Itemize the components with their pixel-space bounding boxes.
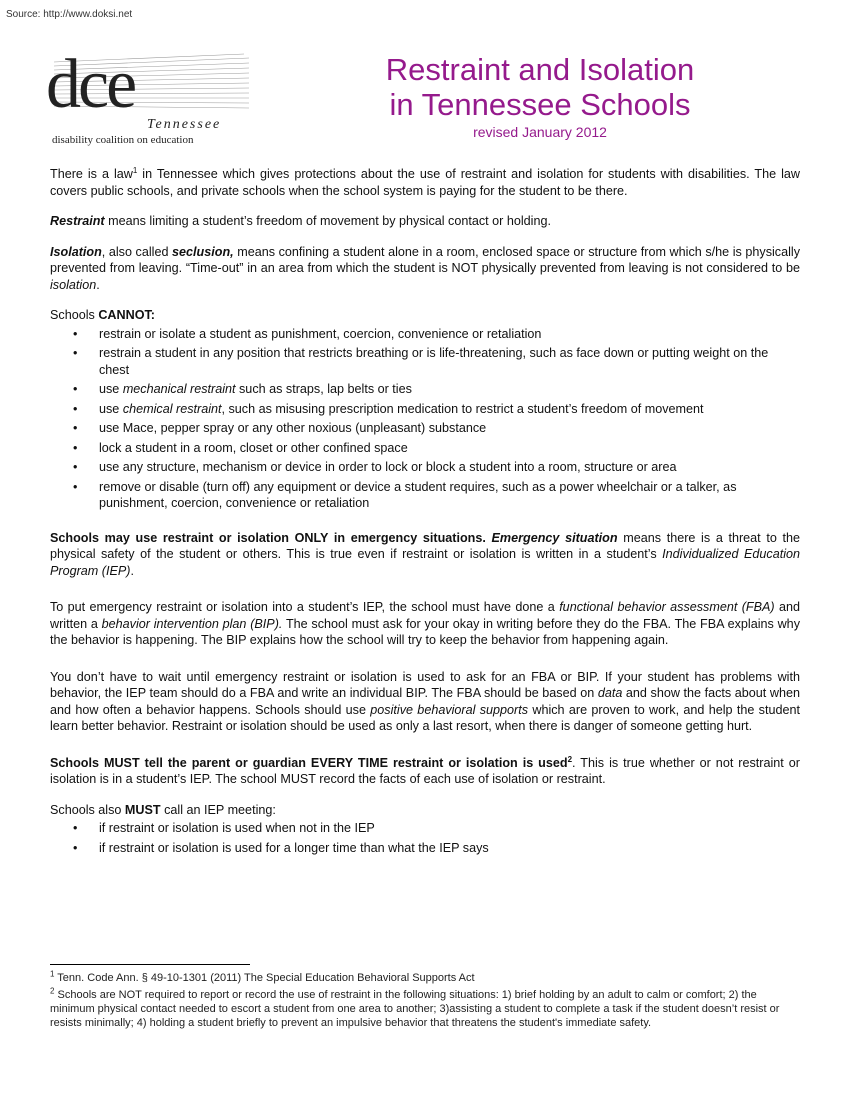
emergency-text: means there is a threat to the physical safety of the student or others. This is true even if restraint or isolation is written in a student’s: [50, 530, 801, 561]
list-item: • lock a student in a room, closet or other confined space: [99, 440, 800, 457]
emergency-paragraph: Schools may use restraint or isolation ONLY in emergency situations. Emergency situation means there is a threat to the physical safety of the student or others. This is true even if restraint or isolation is written in a student’s Individualized Education Program (IEP).: [50, 530, 801, 578]
title-line-1: Restraint and Isolation: [385, 52, 695, 87]
cannot-lead: Schools: [50, 308, 99, 322]
restraint-text: means limiting a student’s freedom of movement by physical contact or holding.: [104, 214, 551, 228]
meeting-heading: Schools also MUST call an IEP meeting:: [50, 802, 276, 817]
intro-text-cont: in Tennessee which gives protections about the use of restraint and isolation for students with disabilities. The law covers public schools, and private schools when the school system is paying for the student to be there.: [50, 167, 800, 198]
seclusion-term: seclusion,: [172, 244, 234, 259]
emergency-strong: Schools may use restraint or isolation ONLY in emergency situations.: [50, 530, 492, 545]
page-title: [330, 52, 750, 122]
isolation-term-italic: isolation: [50, 277, 97, 292]
data-term: data: [597, 686, 623, 700]
list-item: • use mechanical restraint such as straps, lap belts or ties: [99, 381, 800, 398]
title-block: [330, 52, 750, 140]
logo-tagline: disability coalition on education: [52, 134, 194, 146]
emergency-term: Emergency situation: [491, 530, 618, 545]
cannot-list: [50, 326, 800, 512]
list-item: • use chemical restraint, such as misusing prescription medication to restrict a student’s freedom of movement: [99, 401, 800, 418]
iep-term: Individualized Education Program (IEP): [50, 547, 800, 578]
list-item: • if restraint or isolation is used when not in the IEP: [99, 820, 800, 837]
list-item: • use any structure, mechanism or device in order to lock or block a student into a room, structure or area: [99, 459, 800, 476]
footnotes: [50, 971, 800, 1033]
revised-date: revised January 2012: [473, 124, 607, 140]
wait-paragraph: You don’t have to wait until emergency restraint or isolation is used to ask for an FBA or BIP. If your student has problems with behavior, the IEP team should do a FBA and write an individual BIP. The FBA should be based on data and show the facts about when and how often a behavior happens. Schools should use positive behavioral supports which are proven to work, and help the student learn better behavior. Restraint or isolation should be used as only a last resort, when there is danger of someone getting hurt.: [50, 669, 800, 733]
footnote-2: $^2$ Schools are NOT required to report or record the use of restraint in the following situations: 1) brief holding by an adult to calm or comfort; 2) the minimum physical contact needed to escort a student from one area to another; 3)assisting a student to complete a task if the student doesn’t resist or resists minimally; 4) holding a student briefly to prevent an impulsive behavior that threatens the student's immediate safety.: [50, 986, 780, 1029]
list-item: • use Mace, pepper spray or any other noxious (unpleasant) substance: [99, 420, 800, 437]
isolation-term: Isolation: [50, 244, 102, 259]
fba-paragraph: To put emergency restraint or isolation into a student’s IEP, the school must have done a functional behavior assessment (FBA) and written a behavior intervention plan (BIP). The school must ask for your okay in writing before they do the FBA. The FBA explains why the behavior is happening. The BIP explains how the school will try to keep the behavior from happening again.: [50, 600, 800, 647]
intro-text: There is a law: [50, 167, 133, 181]
footnote-1: $^1$ Tenn. Code Ann. § 49-10-1301 (2011) The Special Education Behavioral Supports Act: [50, 969, 475, 984]
isolation-text: , also called: [101, 244, 173, 259]
restraint-definition: [50, 213, 800, 230]
intro-paragraph: [50, 166, 800, 199]
logo-letters: dce: [46, 46, 135, 123]
pbs-term: positive behavioral supports: [370, 702, 529, 717]
list-item: • restrain a student in any position that restricts breathing or is life-threatening, such as face down or putting weight on the chest: [99, 345, 800, 378]
list-item: • if restraint or isolation is used for a longer time than what the IEP says: [99, 840, 800, 857]
isolation-end: .: [96, 277, 100, 292]
must-tell-strong: Schools MUST tell the parent or guardian EVERY TIME restraint or isolation is used: [50, 755, 568, 770]
dce-logo: [44, 46, 259, 150]
fba-term: functional behavior assessment (FBA): [559, 600, 775, 614]
cannot-strong: CANNOT:: [98, 308, 155, 322]
bip-term: behavior intervention plan (BIP).: [101, 616, 283, 631]
footnote-ref-2: 2: [567, 754, 573, 764]
footnote-divider: [50, 964, 250, 965]
restraint-term: Restraint: [50, 214, 105, 228]
logo-state: Tennessee: [147, 117, 222, 132]
document-body: [50, 166, 800, 874]
source-note: Source: http://www.doksi.net: [6, 9, 133, 20]
list-item: • remove or disable (turn off) any equipment or device a student requires, such as a power wheelchair or a talker, as punishment, coercion, convenience or retaliation: [99, 479, 800, 512]
meeting-list: [50, 820, 800, 856]
title-line-2: in Tennessee Schools: [389, 87, 691, 122]
footnote-ref-1: 1: [132, 165, 138, 175]
isolation-definition: [50, 244, 800, 294]
isolation-text-cont: means confining a student alone in a room, enclosed space or structure from which s/he is physically prevented from leaving. “Time-out” in an area from which the student is NOT physically prevented from leaving is not considered to be: [50, 244, 800, 275]
must-tell-paragraph: Schools MUST tell the parent or guardian EVERY TIME restraint or isolation is used$^2$. This is true whether or not restraint or isolation is in a student’s IEP. The school MUST record the facts of each use of isolation or restraint.: [50, 754, 800, 786]
list-item: • restrain or isolate a student as punishment, coercion, convenience or retaliation: [99, 326, 800, 343]
cannot-heading: [50, 307, 800, 324]
